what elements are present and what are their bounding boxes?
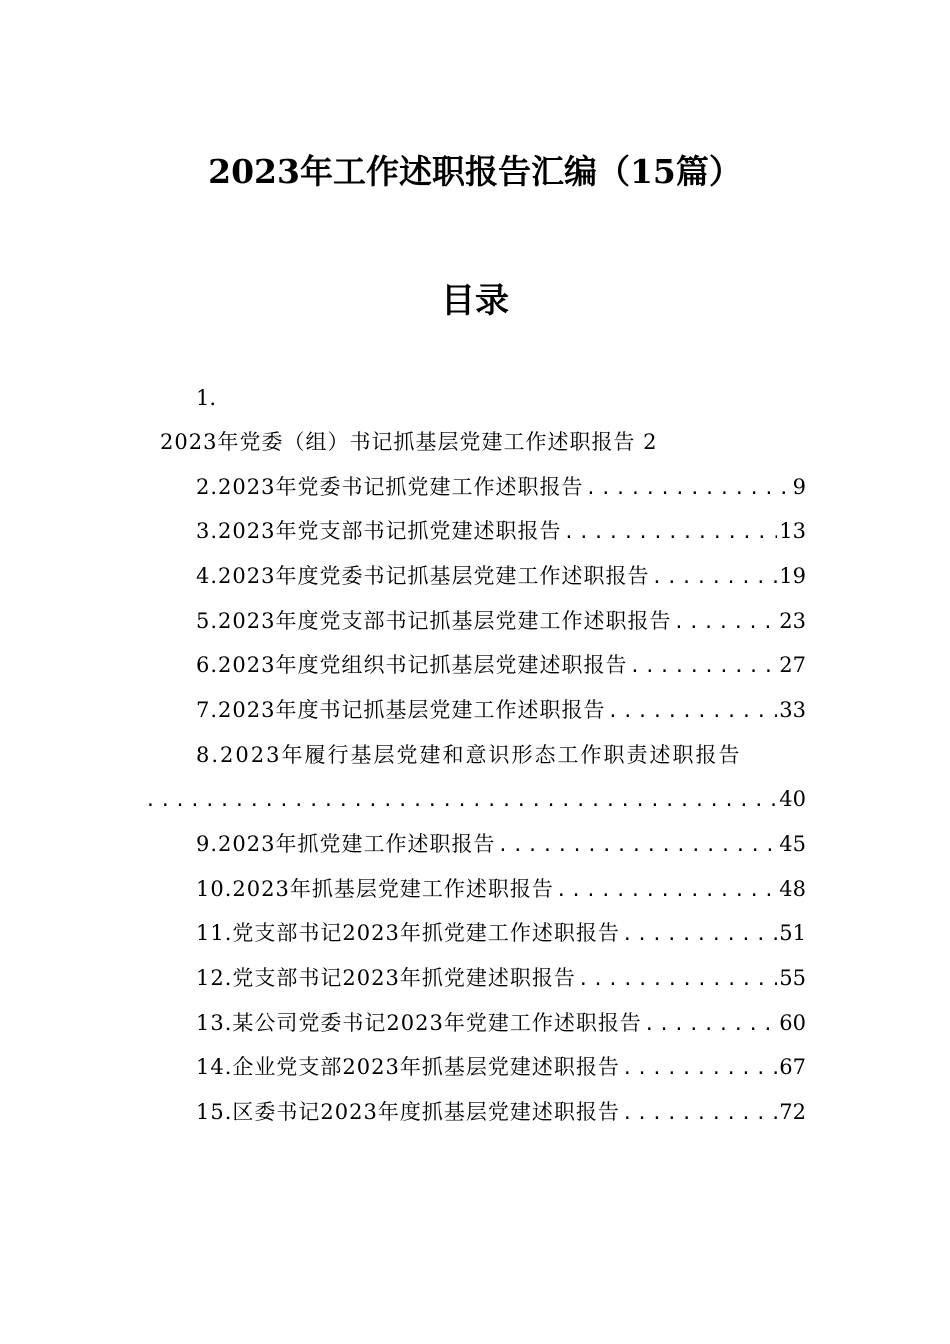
toc-item-13[interactable] [196,1007,806,1039]
toc-leader-dots [145,785,779,817]
toc-item-14[interactable] [196,1051,806,1083]
toc-item-label: 9.2023年抓党建工作述职报告 [196,832,496,856]
toc-item-1-text[interactable]: 2023年党委（组）书记抓基层党建工作述职报告 2 [160,430,658,454]
toc-page-number: 23 [779,609,806,633]
toc-item-8-label[interactable]: 8.2023年履行基层党建和意识形态工作职责述职报告 [196,743,742,767]
toc-item-label: 10.2023年抓基层党建工作述职报告 [196,877,554,901]
toc-page-number: 13 [779,519,806,543]
toc-page-number: 55 [779,966,806,990]
toc-page-number: 40 [779,787,806,811]
toc-item-2[interactable] [196,471,806,503]
toc-page-number: 9 [792,475,806,499]
toc-page-number: 48 [779,877,806,901]
toc-page-number: 45 [779,832,806,856]
toc-leader-dots [673,607,777,639]
toc-item-1-number[interactable]: 1. [196,386,217,410]
toc-item-5[interactable] [196,605,806,637]
toc-item-label: 2.2023年党委书记抓党建工作述职报告 [196,475,584,499]
toc-item-label: 3.2023年党支部书记抓党建述职报告 [196,519,562,543]
toc-leader-dots [607,696,777,728]
toc-item-label: 7.2023年度书记抓基层党建工作述职报告 [196,698,606,722]
toc-item-label: 12.党支部书记2023年抓党建述职报告 [196,966,576,990]
toc-item-label: 11.党支部书记2023年抓党建工作述职报告 [196,921,620,945]
toc-page-number: 19 [779,564,806,588]
toc-item-12[interactable] [196,962,806,994]
toc-page-number: 33 [779,698,806,722]
document-title: 2023年工作述职报告汇编（15篇） [208,152,742,191]
toc-item-3[interactable] [196,515,806,547]
toc-item-label: 4.2023年度党委书记抓基层党建工作述职报告 [196,564,650,588]
toc-item-label: 15.区委书记2023年度抓基层党建述职报告 [196,1100,620,1124]
toc-item-4[interactable] [196,560,806,592]
toc-item-8-continuation[interactable] [145,783,806,815]
toc-page-number: 51 [779,921,806,945]
toc-leader-dots [651,562,777,594]
toc-item-label: 5.2023年度党支部书记抓基层党建工作述职报告 [196,609,672,633]
toc-item-label: 14.企业党支部2023年抓基层党建述职报告 [196,1055,620,1079]
toc-item-10[interactable] [196,873,806,905]
toc-leader-dots [622,1053,777,1085]
toc-heading: 目录 [441,281,509,321]
toc-leader-dots [497,830,777,862]
toc-page-number: 27 [779,653,806,677]
toc-item-9[interactable] [196,828,806,860]
toc-item-6[interactable] [196,649,806,681]
toc-item-label: 6.2023年度党组织书记抓基层党建述职报告 [196,653,628,677]
toc-leader-dots [622,1098,777,1130]
toc-item-11[interactable] [196,917,806,949]
toc-page-number: 67 [779,1055,806,1079]
toc-page-number: 72 [779,1100,806,1124]
toc-page-number: 60 [779,1011,806,1035]
toc-leader-dots [644,1009,777,1041]
toc-leader-dots [578,964,777,996]
toc-item-label: 13.某公司党委书记2023年党建工作述职报告 [196,1011,642,1035]
toc-item-7[interactable] [196,694,806,726]
toc-item-15[interactable] [196,1096,806,1128]
toc-leader-dots [622,919,777,951]
toc-leader-dots [629,651,777,683]
toc-leader-dots [585,473,790,505]
toc-leader-dots [563,517,777,549]
toc-leader-dots [556,875,777,907]
